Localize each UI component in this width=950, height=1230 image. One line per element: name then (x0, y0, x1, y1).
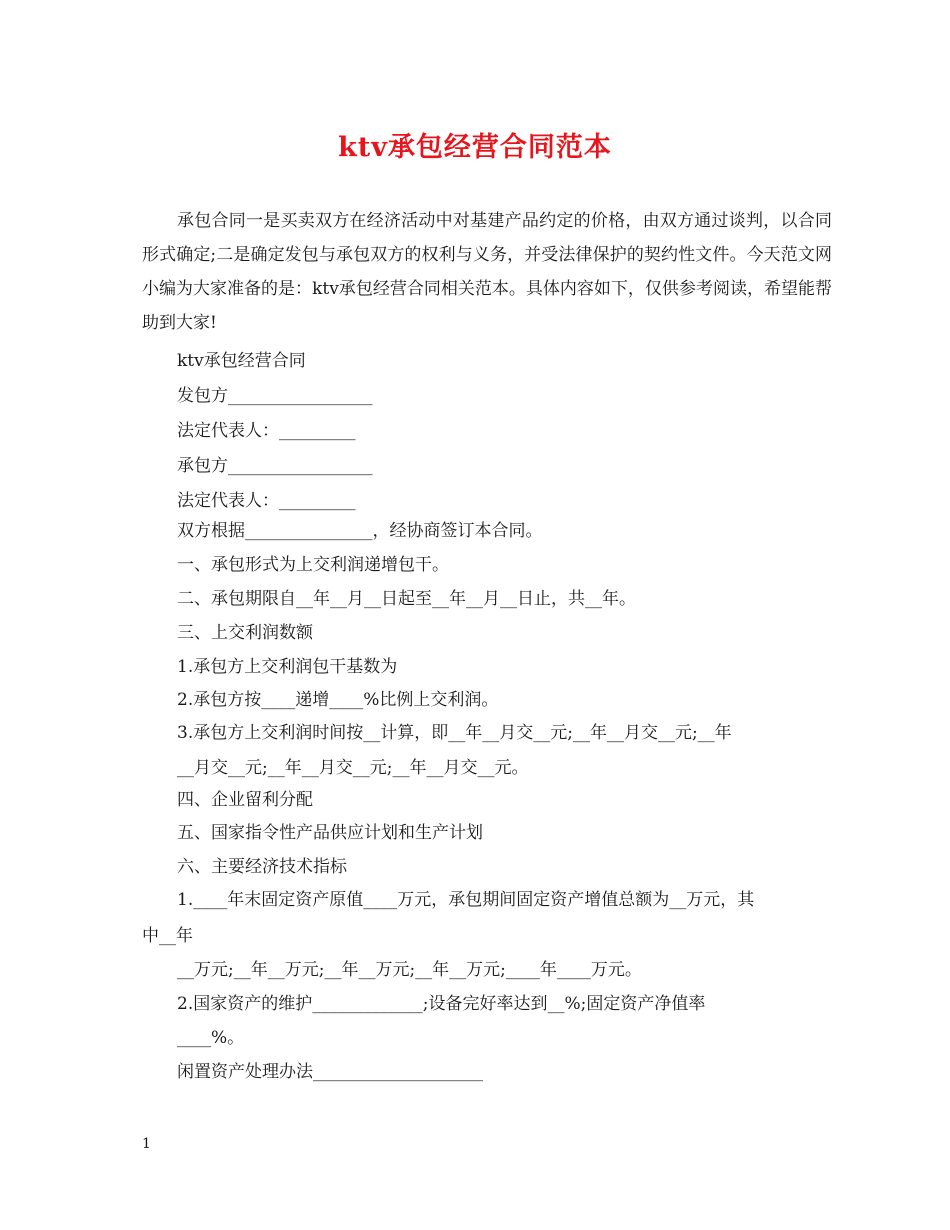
party-b-representative-field: 法定代表人：_________ (177, 491, 356, 511)
clause-6-item-1: 1.____年末固定资产原值____万元，承包期间固定资产增值总额为__万元，其 (177, 890, 755, 910)
party-a-field: 发包方_________________ (177, 386, 373, 406)
clause-1-heading: 一、承包形式为上交利润递增包干。 (177, 555, 449, 575)
clause-3-item-2: 2.承包方按____递增____%比例上交利润。 (177, 690, 499, 710)
clause-5-heading: 五、国家指令性产品供应计划和生产计划 (177, 823, 483, 843)
intro-paragraph: 承包合同一是买卖双方在经济活动中对基建产品约定的价格，由双方通过谈判，以合同形式确定;二是确定发包与承包双方的权利与义务，并受法律保护的契约性文件。今天范文网小编为大家准备的是：ktv承包经营合同相关范本。具体内容如下，仅供参考阅读，希望能帮助到大家! (142, 211, 832, 333)
clause-6-heading: 六、主要经济技术指标 (177, 857, 347, 877)
clause-3-heading: 三、上交利润数额 (177, 623, 313, 643)
clause-3-item-1: 1.承包方上交利润包干基数为 (177, 657, 398, 677)
clause-6-item-2-continued: ____%。 (177, 1028, 245, 1048)
party-b-field: 承包方_________________ (177, 456, 373, 476)
party-a-representative-field: 法定代表人：_________ (177, 421, 356, 441)
idle-asset-clause: 闲置资产处理办法____________________ (177, 1062, 483, 1082)
clause-6-item-2: 2.国家资产的维护_____________;设备完好率达到__%;固定资产净值率 (177, 994, 706, 1014)
clause-4-heading: 四、企业留利分配 (177, 790, 313, 810)
clause-2-heading: 二、承包期限自__年__月__日起至__年__月__日止，共__年。 (177, 589, 636, 609)
document-title: ktv承包经营合同范本 (338, 132, 612, 163)
basis-clause: 双方根据_______________，经协商签订本合同。 (177, 521, 543, 541)
clause-6-item-1-wrap: 中__年 (142, 926, 193, 946)
clause-3-item-3: 3.承包方上交利润时间按__计算，即__年__月交__元;__年__月交__元;__年 (177, 723, 732, 743)
page-number: 1 (142, 1136, 151, 1152)
clause-6-item-1-continued: __万元;__年__万元;__年__万元;__年__万元;____年____万元。 (177, 960, 642, 980)
clause-3-item-3-continued: __月交__元;__年__月交__元;__年__月交__元。 (177, 758, 529, 778)
contract-heading: ktv承包经营合同 (177, 351, 306, 371)
